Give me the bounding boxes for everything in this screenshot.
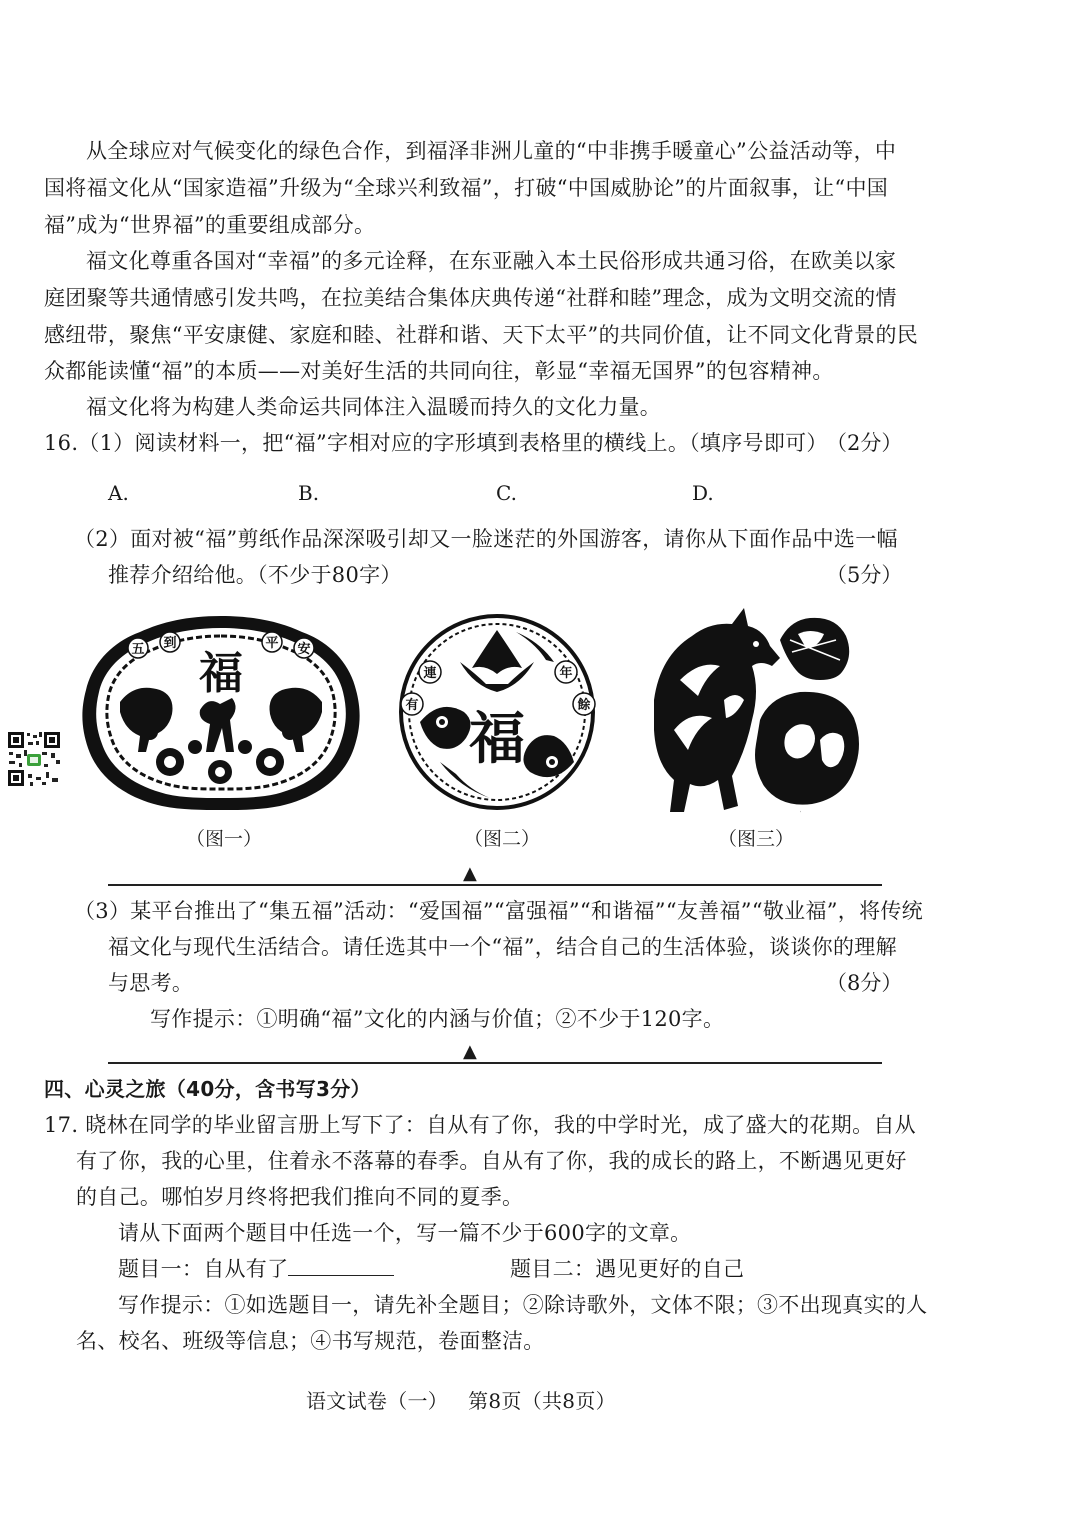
q16-part2-line-1: （2）面对被“福”剪纸作品深深吸引却又一脸迷茫的外国游客，请你从下面作品中选一幅	[74, 527, 898, 551]
q17-line-2: 有了你，我的心里，住着永不落幕的春季。自从有了你，我的成长的路上，不断遇见更好	[76, 1149, 907, 1173]
option-a: A.	[108, 481, 129, 505]
figure-3-papercut	[640, 600, 866, 818]
passage-p3: 福文化将为构建人类命运共同体注入温暖而持久的文化力量。	[86, 395, 662, 419]
passage-p1-line-1: 从全球应对气候变化的绿色合作，到福泽非洲儿童的“中非携手暖童心”公益活动等，中	[86, 139, 897, 163]
fig2-char-1: 連	[423, 666, 437, 681]
topic-1-label: 题目一：自从有了	[118, 1257, 289, 1281]
figure-1-papercut	[80, 612, 362, 812]
figure-2-caption: （图二）	[464, 828, 541, 850]
topic-2: 题目二：遇见更好的自己	[510, 1257, 745, 1281]
writing-hint-line-1: 写作提示：①如选题目一，请先补全题目；②除诗歌外，文体不限；③不出现真实的人	[118, 1293, 928, 1317]
passage-p1-line-3: 福”成为“世界福”的重要组成部分。	[44, 213, 376, 237]
q16-part3-line-2: 福文化与现代生活结合。请任选其中一个“福”，结合自己的生活体验，谈谈你的理解	[108, 935, 897, 959]
fig1-char-1: 五	[131, 642, 145, 657]
q16-part3-line-1: （3）某平台推出了“集五福”活动：“爱国福”“富强福”“和谐福”“友善福”“敬业福”，将传统	[74, 899, 923, 923]
fig2-char-4: 餘	[577, 698, 591, 713]
fig2-fu-char: 福	[469, 707, 525, 772]
fig3-fu-char: 福	[800, 812, 801, 813]
qr-code-icon	[6, 730, 62, 788]
fig2-char-3: 年	[559, 666, 573, 681]
fig1-char-4: 平	[265, 636, 279, 651]
q16-part2-score: （5分）	[826, 563, 903, 587]
fig1-char-5: 安	[297, 642, 311, 657]
topic-1-blank	[288, 1255, 394, 1276]
section-4-heading: 四、心灵之旅（40分，含书写3分）	[44, 1077, 371, 1101]
q16-part1-score: （2分）	[826, 431, 903, 455]
q16-part1: 16.（1）阅读材料一，把“福”字相对应的字形填到表格里的横线上。（填序号即可）	[44, 431, 828, 455]
answer-marker-1: ▲	[463, 863, 477, 884]
figure-1-caption: （图一）	[186, 828, 263, 850]
fig1-fu-char: 福	[199, 648, 243, 699]
answer-line-1	[108, 884, 882, 886]
fig2-char-2: 有	[405, 698, 419, 713]
writing-hint-line-2: 名、校名、班级等信息；④书写规范，卷面整洁。	[76, 1329, 545, 1353]
q16-part2-line-2: 推荐介绍给他。（不少于80字）	[108, 563, 402, 587]
passage-p2-line-4: 众都能读懂“福”的本质——对美好生活的共同向往，彰显“幸福无国界”的包容精神。	[44, 359, 834, 383]
page-footer: 语文试卷（一） 第8页（共8页）	[306, 1389, 616, 1413]
fig1-char-2: 到	[163, 636, 177, 651]
q16-part3-line-3: 与思考。	[108, 971, 194, 995]
answer-line-2	[108, 1062, 882, 1064]
q16-part3-score: （8分）	[826, 971, 903, 995]
topic-1	[118, 1254, 394, 1284]
q17-line-1: 17. 晓林在同学的毕业留言册上写下了：自从有了你，我的中学时光，成了盛大的花期。自从	[44, 1113, 916, 1137]
option-d: D.	[692, 481, 714, 505]
option-c: C.	[496, 481, 517, 505]
q16-part3-hint: 写作提示：①明确“福”文化的内涵与价值；②不少于120字。	[150, 1007, 725, 1031]
passage-p2-line-3: 感纽带，聚焦“平安康健、家庭和睦、社群和谐、天下太平”的共同价值，让不同文化背景的民	[44, 323, 919, 347]
passage-p2-line-1: 福文化尊重各国对“幸福”的多元诠释，在东亚融入本土民俗形成共通习俗，在欧美以家	[86, 249, 897, 273]
option-b: B.	[298, 481, 320, 505]
passage-p1-line-2: 国将福文化从“国家造福”升级为“全球兴利致福”，打破“中国威胁论”的片面叙事，让“中国	[44, 176, 889, 200]
q17-line-3: 的自己。哪怕岁月终将把我们推向不同的夏季。	[76, 1185, 524, 1209]
figure-3-caption: （图三）	[718, 828, 795, 850]
figure-2-papercut	[390, 612, 604, 812]
q17-instruction: 请从下面两个题目中任选一个，写一篇不少于600字的文章。	[118, 1221, 692, 1245]
answer-marker-2: ▲	[463, 1041, 477, 1062]
passage-p2-line-2: 庭团聚等共通情感引发共鸣，在拉美结合集体庆典传递“社群和睦”理念，成为文明交流的情	[44, 286, 897, 310]
